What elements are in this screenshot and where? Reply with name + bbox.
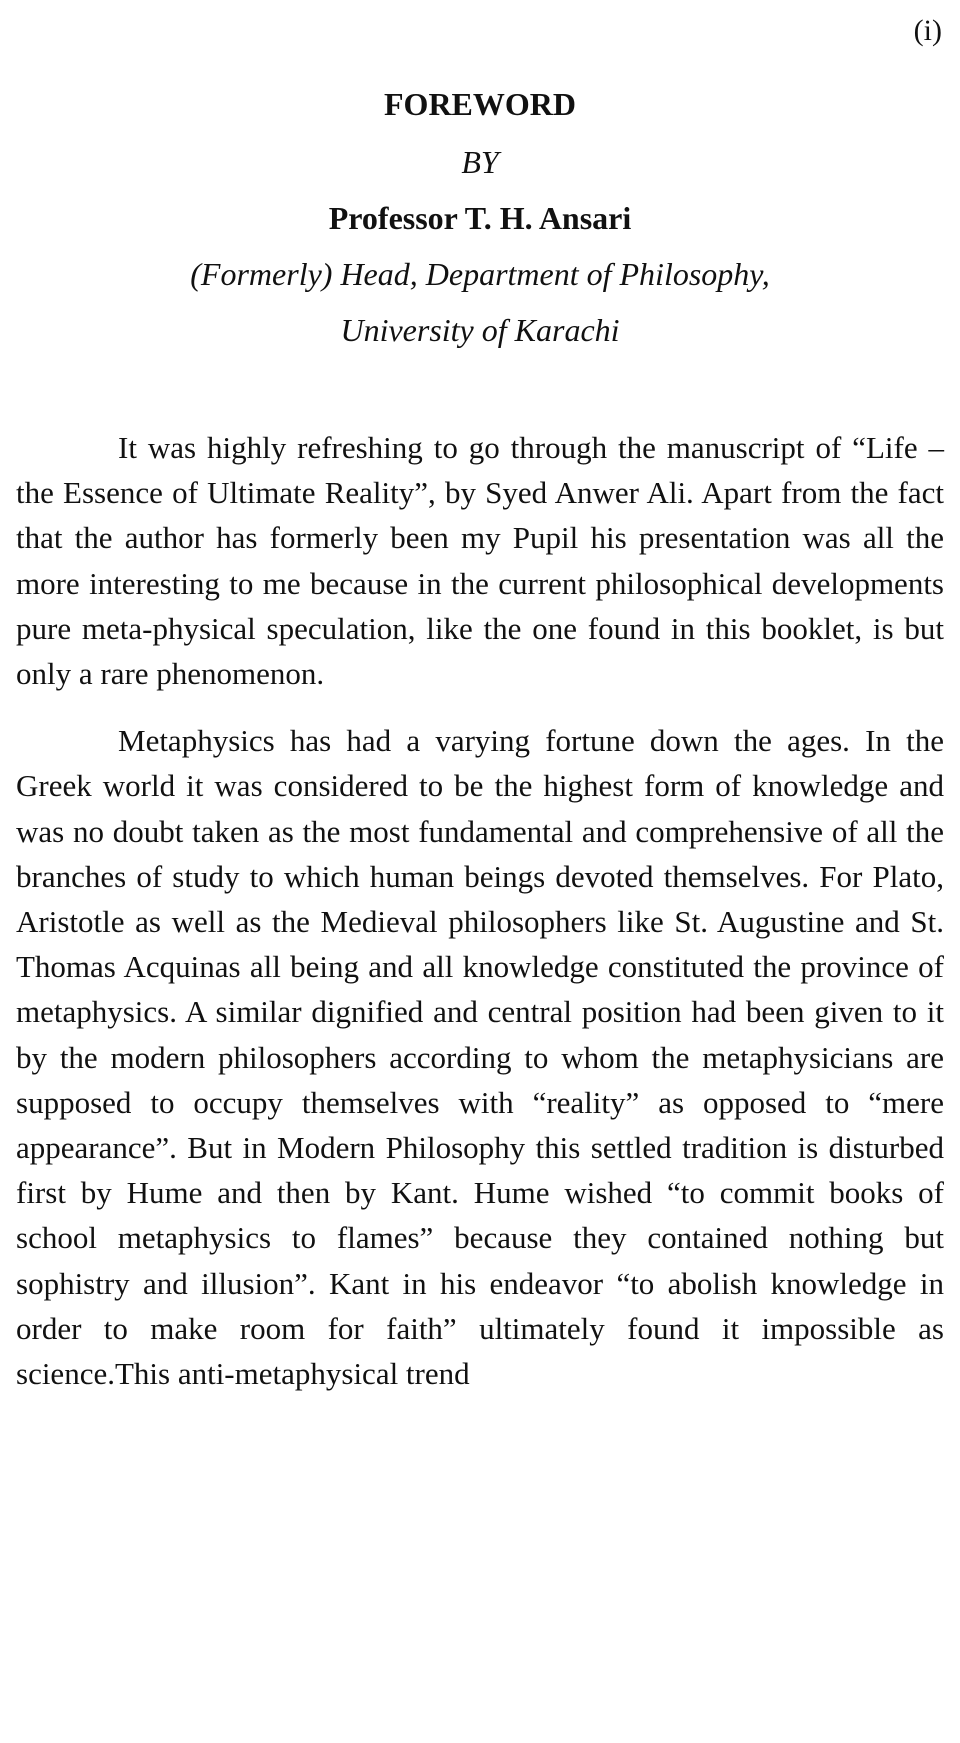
page-number: (i): [913, 14, 942, 47]
foreword-body: [16, 425, 944, 1418]
author-affiliation-line-1: (Formerly) Head, Department of Philosophy,: [190, 256, 770, 292]
foreword-header: [0, 82, 960, 352]
paragraph: Metaphysics has had a varying fortune down the ages. In the Greek world it was considered to be the highest form of knowledge and was no doubt taken as the most fundamental and comprehensive of all the branches of study to which human beings devoted themselves. For Plato, Aristotle as well as the Medieval philosophers like St. Augustine and St. Thomas Acquinas all being and all knowledge constituted the province of metaphysics. A similar dignified and central position had been given to it by the modern philosophers according to whom the metaphysicians are supposed to occupy themselves with “reality” as opposed to “mere appearance”. But in Modern Philosophy this settled tradition is disturbed first by Hume and then by Kant. Hume wished “to commit books of school metaphysics to flames” because they contained nothing but sophistry and illusion”. Kant in his endeavor “to abolish knowledge in order to make room for faith” ultimately found it impossible as science.This anti-metaphysical trend: [16, 723, 944, 1392]
author-name: Professor T. H. Ansari: [328, 200, 632, 236]
author-affiliation-line-2: University of Karachi: [340, 312, 620, 348]
paragraph: It was highly refreshing to go through the manuscript of “Life – the Essence of Ultimate Reality”, by Syed Anwer Ali. Apart from the fact that the author has formerly been my Pupil his presentation was all the more interesting to me because in the current philosophical developments pure meta-physical speculation, like the one found in this booklet, is but only a rare phenomenon.: [16, 430, 944, 692]
page-title: FOREWORD: [384, 86, 576, 122]
byline-label: BY: [461, 144, 499, 180]
